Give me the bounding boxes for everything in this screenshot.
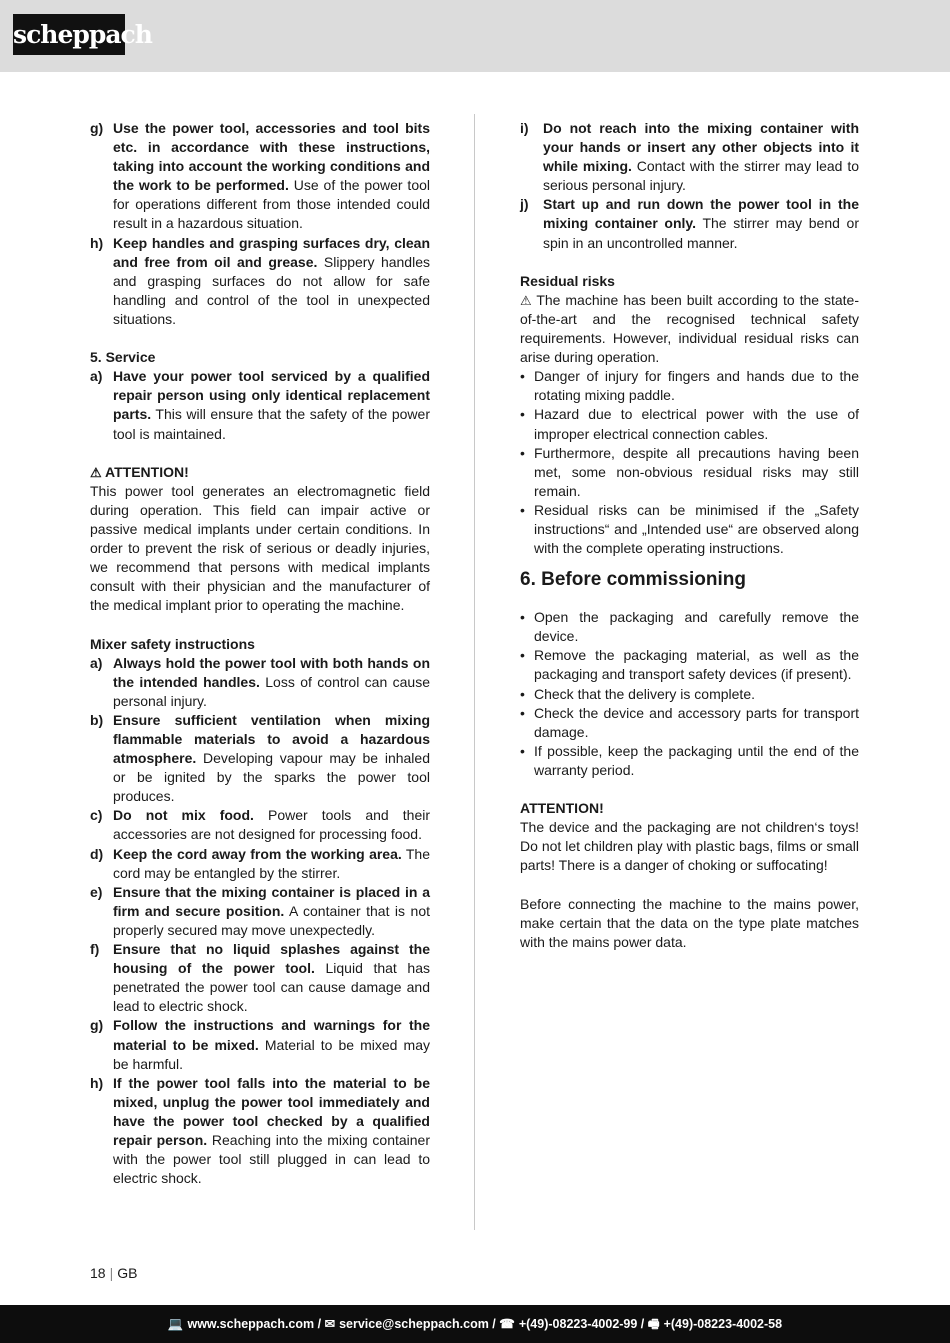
- attention2-text: The device and the packaging are not children‘s toys! Do not let children play with plastic bags, films or small parts! There is a danger of choking or suffocating!: [520, 819, 859, 874]
- list-item: c) Do not mix food. Power tools and their accessories are not designed for processing food.: [90, 807, 431, 843]
- mains-text: Before connecting the machine to the mains power, make certain that the data on the type plate matches with the mains power data.: [520, 895, 859, 950]
- page-number: 18 | GB: [90, 1265, 138, 1281]
- list-item: f) Ensure that no liquid splashes against the housing of the power tool. Liquid that has penetrated the power tool can cause damage and lead to electric shock.: [90, 941, 430, 1015]
- attention2-heading: ATTENTION!: [520, 800, 604, 817]
- bullet-item: • Danger of injury for fingers and hands due to the rotating mixing paddle.: [520, 368, 859, 404]
- list-item: a) Have your power tool serviced by a qualified repair person using only identical replacement parts. This will ensure that the safety of the power tool is maintained.: [90, 368, 430, 442]
- warning-triangle-icon: ⚠: [90, 464, 102, 480]
- bullet-item: • Residual risks can be minimised if the „Safety instructions“ and „Intended use“ are observed along with the complete operating instructions.: [520, 501, 859, 557]
- list-item: a) Always hold the power tool with both hands on the intended handles. Loss of control can cause personal injury.: [90, 654, 430, 709]
- footer-fax: +(49)-08223-4002-58: [663, 1317, 783, 1331]
- footer-web: www.scheppach.com /: [187, 1317, 322, 1331]
- mixer-heading: Mixer safety instructions: [90, 635, 255, 652]
- attention-text: This power tool generates an electromagnetic field during operation. This field can impair active or passive medical implants under certain conditions. In order to prevent the risk of serious or deadly injuries, we recommend that persons with medical implants consult with their physician and the manufacturer of the medical implant prior to operating the machine.: [90, 482, 430, 614]
- scheppach-logo: scheppach: [13, 14, 125, 55]
- list-item: i) Do not reach into the mixing container with your hands or insert any other objects into it while mixing. Contact with the stirrer may lead to serious personal injury.: [520, 120, 859, 194]
- bullet-item: • If possible, keep the packaging until the end of the warranty period.: [520, 742, 859, 778]
- bullet-item: • Remove the packaging material, as well as the packaging and transport safety devices (if present).: [520, 647, 859, 683]
- list-item: g) Follow the instructions and warnings for the material to be mixed. Material to be mixed may be harmful.: [90, 1017, 430, 1072]
- list-item: g) Use the power tool, accessories and tool bits etc. in accordance with these instructions, taking into account the working conditions and the work to be performed. Use of the power tool for operations different from those intended could result in a hazardous situation.: [90, 120, 430, 232]
- mixer-safety-list: [90, 654, 430, 1189]
- list-item: d) Keep the cord away from the working area. The cord may be entangled by the stirrer.: [90, 845, 430, 881]
- email-icon: ✉: [324, 1317, 336, 1331]
- column-divider: [474, 114, 475, 1230]
- page-footer: [0, 1305, 950, 1343]
- warning-triangle-icon: ⚠: [520, 292, 532, 308]
- section-heading: 6. Before commissioning: [520, 569, 746, 591]
- computer-icon: 💻: [167, 1317, 184, 1331]
- attention-heading: ⚠ ATTENTION!: [90, 463, 430, 482]
- service-heading: 5. Service: [90, 349, 156, 366]
- before-commissioning-list: [520, 608, 859, 780]
- bullet-item: • Check that the delivery is complete.: [520, 685, 755, 702]
- residual-risks-heading: Residual risks: [520, 272, 615, 289]
- list-item: b) Ensure sufficient ventilation when mixing flammable materials to avoid a hazardous atmosphere. Developing vapour may be inhaled or be ignited by the sparks the power tool produces.: [90, 711, 430, 805]
- residual-intro: ⚠ The machine has been built according to the state-of-the-art and the recognised technical safety requirements. However, individual residual risks can arise during operation.: [520, 291, 859, 366]
- bullet-item: • Hazard due to electrical power with the use of improper electrical connection cables.: [520, 406, 859, 442]
- bullet-item: • Check the device and accessory parts for transport damage.: [520, 704, 859, 740]
- right-column: [520, 119, 859, 952]
- list-item: j) Start up and run down the power tool in the mixing container only. The stirrer may bend or spin in an uncontrolled manner.: [520, 196, 859, 251]
- list-item: h) Keep handles and grasping surfaces dry, clean and free from oil and grease. Slippery handles and grasping surfaces do not allow for safe handling and control of the tool in unexpected situations.: [90, 234, 430, 327]
- bullet-item: • Furthermore, despite all precautions having been met, some non-obvious residual risks may still remain.: [520, 444, 859, 499]
- left-column: [90, 119, 430, 1188]
- phone-icon: ☎: [499, 1317, 515, 1331]
- footer-phone: +(49)-08223-4002-99 /: [518, 1317, 645, 1331]
- list-item: h) If the power tool falls into the material to be mixed, unplug the power tool immediately and have the power tool checked by a qualified repair person. Reaching into the mixing container with the power tool still plugged in can lead to electric shock.: [90, 1074, 430, 1187]
- list-item: e) Ensure that the mixing container is placed in a firm and secure position. A container that is not properly secured may move unexpectedly.: [90, 883, 430, 938]
- footer-email: service@scheppach.com /: [339, 1317, 496, 1331]
- page-header: [0, 0, 950, 72]
- fax-icon: 🖷: [647, 1317, 660, 1331]
- residual-risks-list: [520, 367, 859, 558]
- bullet-item: • Open the packaging and carefully remove the device.: [520, 609, 859, 645]
